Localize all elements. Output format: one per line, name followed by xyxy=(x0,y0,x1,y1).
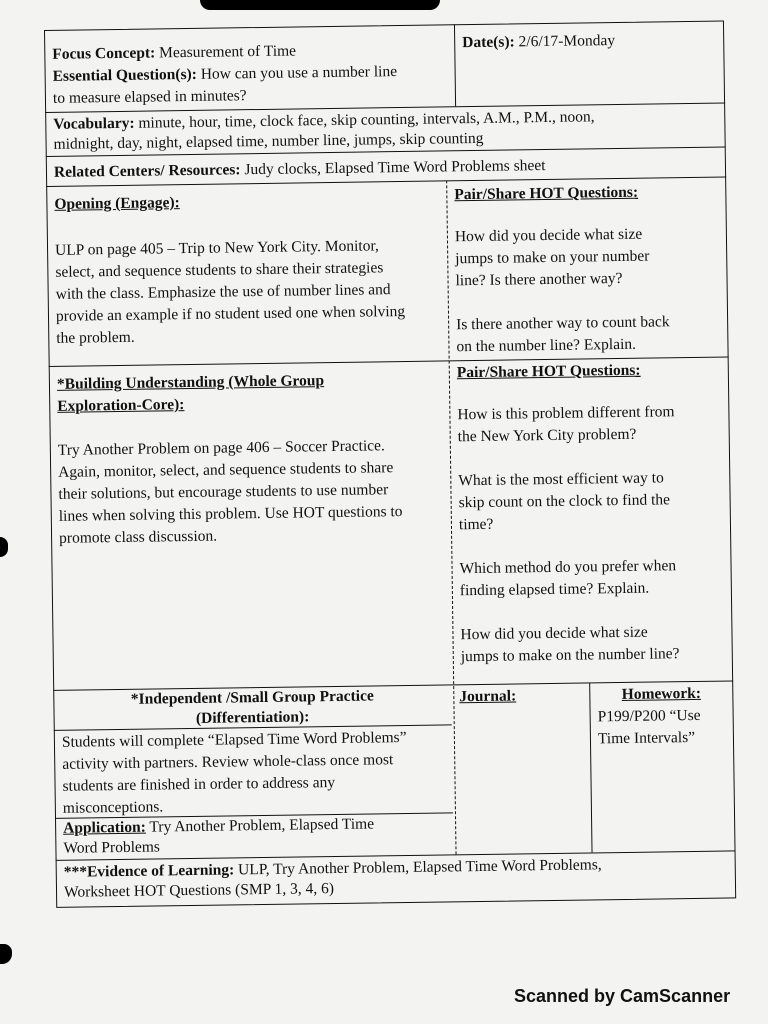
dates-value: 2/6/17-Monday xyxy=(518,32,616,51)
focus-label: Focus Concept: xyxy=(52,44,156,63)
hot-question-line: skip count on the clock to find the xyxy=(458,491,671,512)
opening-body xyxy=(55,234,444,349)
hot-question-line: the New York City problem? xyxy=(457,425,637,446)
scanner-watermark: Scanned by CamScanner xyxy=(514,986,731,1006)
independent-line: students are finished in order to address any xyxy=(62,774,336,795)
pair-share-1-heading: Pair/Share HOT Questions: xyxy=(454,183,639,204)
opening-heading: Opening (Engage): xyxy=(54,194,180,213)
evidence-label: ***Evidence of Learning: xyxy=(63,861,235,881)
dates xyxy=(462,30,615,54)
opening-line: provide an example if no student used one when solving xyxy=(55,302,406,325)
hot-question-line: time? xyxy=(458,515,494,534)
hot-question-line: on the number line? Explain. xyxy=(456,335,637,356)
hot-question-line: How did you decide what size xyxy=(460,623,648,644)
essential-line-1: How can you use a number line xyxy=(200,63,398,83)
application xyxy=(63,813,374,839)
hot-question-line: Which method do you prefer when xyxy=(459,557,677,578)
journal-heading: Journal: xyxy=(459,687,517,706)
vocabulary-label: Vocabulary: xyxy=(53,114,135,133)
homework-line-1: P199/P200 “Use xyxy=(597,706,701,726)
essential-line-2: to measure elapsed in minutes? xyxy=(52,87,247,107)
independent-line: misconceptions. xyxy=(62,798,164,817)
building-heading-line-1: *Building Understanding (Whole Group xyxy=(56,372,325,393)
independent-line: Students will complete “Elapsed Time Word Problems” xyxy=(61,729,407,751)
scan-edge-shadow xyxy=(200,0,440,10)
hot-question-line: jumps to make on your number xyxy=(455,247,650,268)
hot-question-line: jumps to make on the number line? xyxy=(460,645,680,666)
essential-label: Essential Question(s): xyxy=(52,65,198,85)
focus-value: Measurement of Time xyxy=(158,42,297,62)
building-body xyxy=(58,434,447,549)
resources-label: Related Centers/ Resources: xyxy=(53,161,241,181)
dates-label: Date(s): xyxy=(462,33,515,52)
vocabulary-line-1: minute, hour, time, clock face, skip counting, intervals, A.M., P.M., noon, xyxy=(138,108,595,132)
independent-body xyxy=(62,726,451,819)
opening-line: select, and sequence students to share their strategies xyxy=(55,259,384,281)
hot-question-line: What is the most efficient way to xyxy=(458,469,664,490)
independent-line: activity with partners. Review whole-class once most xyxy=(62,751,394,773)
punch-hole-mark xyxy=(0,944,12,964)
evidence-line-2: Worksheet HOT Questions (SMP 1, 3, 4, 6) xyxy=(63,880,335,901)
hot-question-line: Is there another way to count back xyxy=(456,313,670,334)
hot-question-line: finding elapsed time? Explain. xyxy=(459,579,650,600)
hot-question-line: How is this problem different from xyxy=(457,403,675,424)
hot-question-line: How did you decide what size xyxy=(454,225,643,246)
homework-heading: Homework: xyxy=(621,684,702,703)
punch-hole-mark xyxy=(0,537,8,557)
pair-share-2-heading: Pair/Share HOT Questions: xyxy=(456,361,641,382)
evidence-line-1: ULP, Try Another Problem, Elapsed Time Word Problems, xyxy=(238,856,602,879)
building-line: Again, monitor, select, and sequence students to share xyxy=(58,459,394,481)
opening-line: with the class. Emphasize the use of number lines and xyxy=(55,281,391,303)
opening-line: ULP on page 405 – Trip to New York City. Monitor, xyxy=(54,237,379,259)
pair-share-1-body xyxy=(455,223,727,359)
application-line-1: Try Another Problem, Elapsed Time xyxy=(149,815,375,836)
building-line: promote class discussion. xyxy=(58,527,218,547)
pair-share-2-body xyxy=(457,400,731,668)
independent-heading-line-1: *Independent /Small Group Practice xyxy=(130,687,374,708)
opening-line: the problem. xyxy=(56,328,135,347)
lesson-plan-sheet xyxy=(44,21,736,908)
vocabulary-line-2: midnight, day, night, elapsed time, number line, jumps, skip counting xyxy=(53,129,484,153)
resources-value: Judy clocks, Elapsed Time Word Problems sheet xyxy=(244,157,546,179)
hot-question-line: line? Is there another way? xyxy=(455,269,623,290)
building-line: their solutions, but encourage students to use number xyxy=(58,481,389,503)
building-line: lines when solving this problem. Use HOT questions to xyxy=(58,503,403,525)
building-line: Try Another Problem on page 406 – Soccer Practice. xyxy=(57,437,385,459)
building-heading-line-2: Exploration-Core): xyxy=(57,396,185,415)
homework-line-2: Time Intervals” xyxy=(597,728,696,748)
application-line-2: Word Problems xyxy=(63,838,161,857)
application-label: Application: xyxy=(63,818,146,837)
independent-heading-line-2: (Differentiation): xyxy=(195,708,310,727)
